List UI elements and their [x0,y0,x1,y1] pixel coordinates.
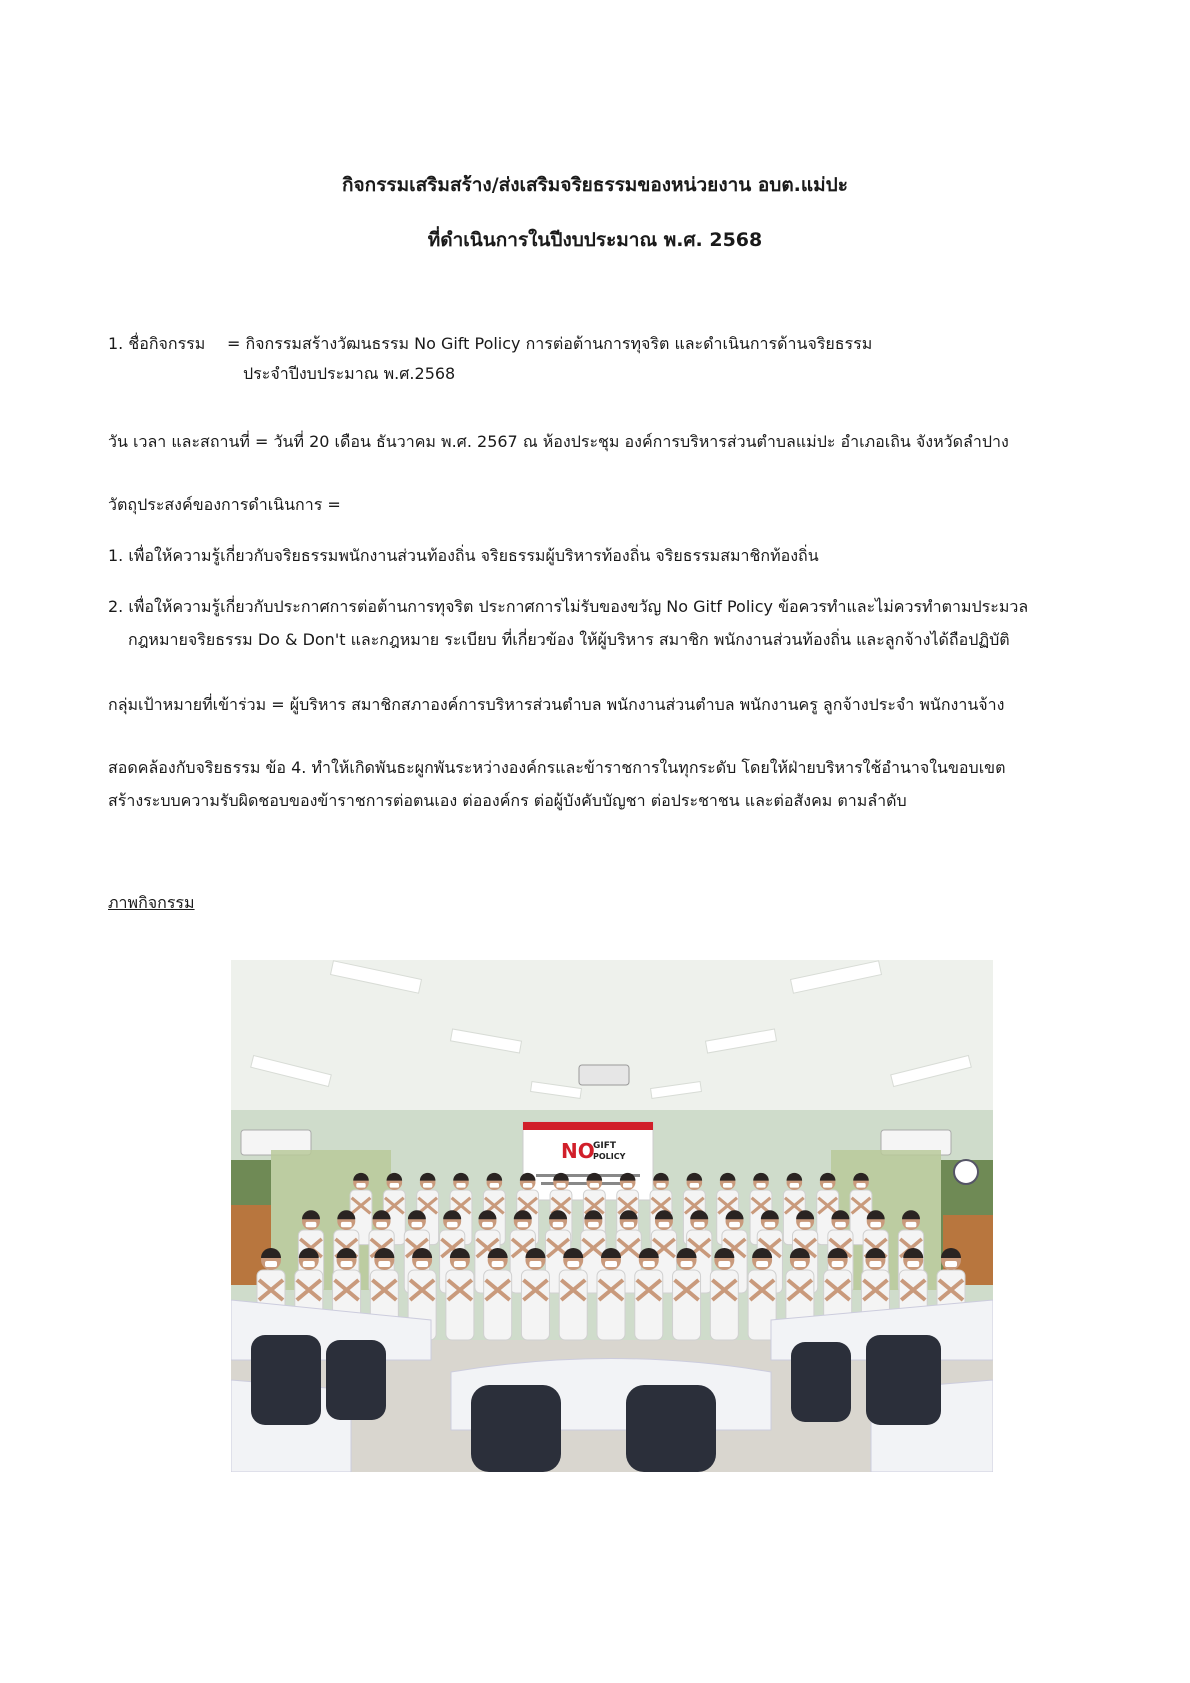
activity-photo-illustration [231,960,993,1472]
person [484,1248,512,1340]
person [710,1248,738,1340]
ethics-line2: สร้างระบบความรับผิดชอบของข้าราชการต่อตนเอง ต่อองค์กร ต่อผู้บังคับบัญชา ต่อประชาชน และต่อสังคม ตามลำดับ [108,791,907,810]
screen-logo-big: NO [561,1139,595,1163]
chair [471,1385,561,1472]
activity-name-line1: = กิจกรรมสร้างวัฒนธรรม No Gift Policy การต่อต้านการทุจริต และดำเนินการด้านจริยธรรม [227,334,873,353]
objectives-heading: วัตถุประสงค์ของการดำเนินการ = [108,495,341,514]
objective-2-line2: กฎหมายจริยธรรม Do & Don't และกฎหมาย ระเบียบ ที่เกี่ยวข้อง ให้ผู้บริหาร สมาชิก พนักงานส่วนท้องถิ่น และลูกจ้างได้ถือปฏิบัติ [128,630,1010,649]
document-title: กิจกรรมเสริมสร้าง/ส่งเสริมจริยธรรมของหน่วยงาน อบต.แม่ปะ [342,174,848,196]
screen-logo-policy: POLICY [593,1152,626,1161]
chair [326,1340,386,1420]
projection-screen [523,1122,653,1200]
chair [866,1335,941,1425]
chair [791,1342,851,1422]
objective-2-line1: 2. เพื่อให้ความรู้เกี่ยวกับประกาศการต่อต้านการทุจริต ประกาศการไม่รับของขวัญ No Gitf Policy ข้อควรทำและไม่ควรทำตามประมวล [108,597,1029,616]
target-group: กลุ่มเป้าหมายที่เข้าร่วม = ผู้บริหาร สมาชิกสภาองค์การบริหารส่วนตำบล พนักงานส่วนตำบล พนักงานครู ลูกจ้างประจำ พนักงานจ้าง [108,695,1005,714]
person [559,1248,587,1340]
chair [251,1335,321,1425]
person [446,1248,474,1340]
chair [626,1385,716,1472]
person [597,1248,625,1340]
person [635,1248,663,1340]
photos-heading: ภาพกิจกรรม [108,893,195,912]
objective-1: 1. เพื่อให้ความรู้เกี่ยวกับจริยธรรมพนักงานส่วนท้องถิ่น จริยธรรมผู้บริหารท้องถิ่น จริยธรรมสมาชิกท้องถิ่น [108,546,819,565]
screen-banner [523,1122,653,1130]
person [673,1248,701,1340]
person [521,1248,549,1340]
datetime-place: วัน เวลา และสถานที่ = วันที่ 20 เดือน ธันวาคม พ.ศ. 2567 ณ ห้องประชุม องค์การบริหารส่วนตำบลแม่ปะ อำเภอเถิน จังหวัดลำปาง [108,432,1009,451]
activity-name-line2: ประจำปีงบประมาณ พ.ศ.2568 [243,364,456,383]
projector [579,1065,629,1085]
activity-photo [231,960,993,1472]
document-subtitle: ที่ดำเนินการในปีงบประมาณ พ.ศ. 2568 [427,229,763,251]
clock-icon [954,1160,978,1184]
ethics-line1: สอดคล้องกับจริยธรรม ข้อ 4. ทำให้เกิดพันธะผูกพันระหว่างองค์กรและข้าราชการในทุกระดับ โดยให้ฝ่ายบริหารใช้อำนาจในขอบเขต [108,758,1006,777]
screen-logo-gift: GIFT [593,1141,617,1151]
activity-label: 1. ชื่อกิจกรรม [108,334,206,353]
